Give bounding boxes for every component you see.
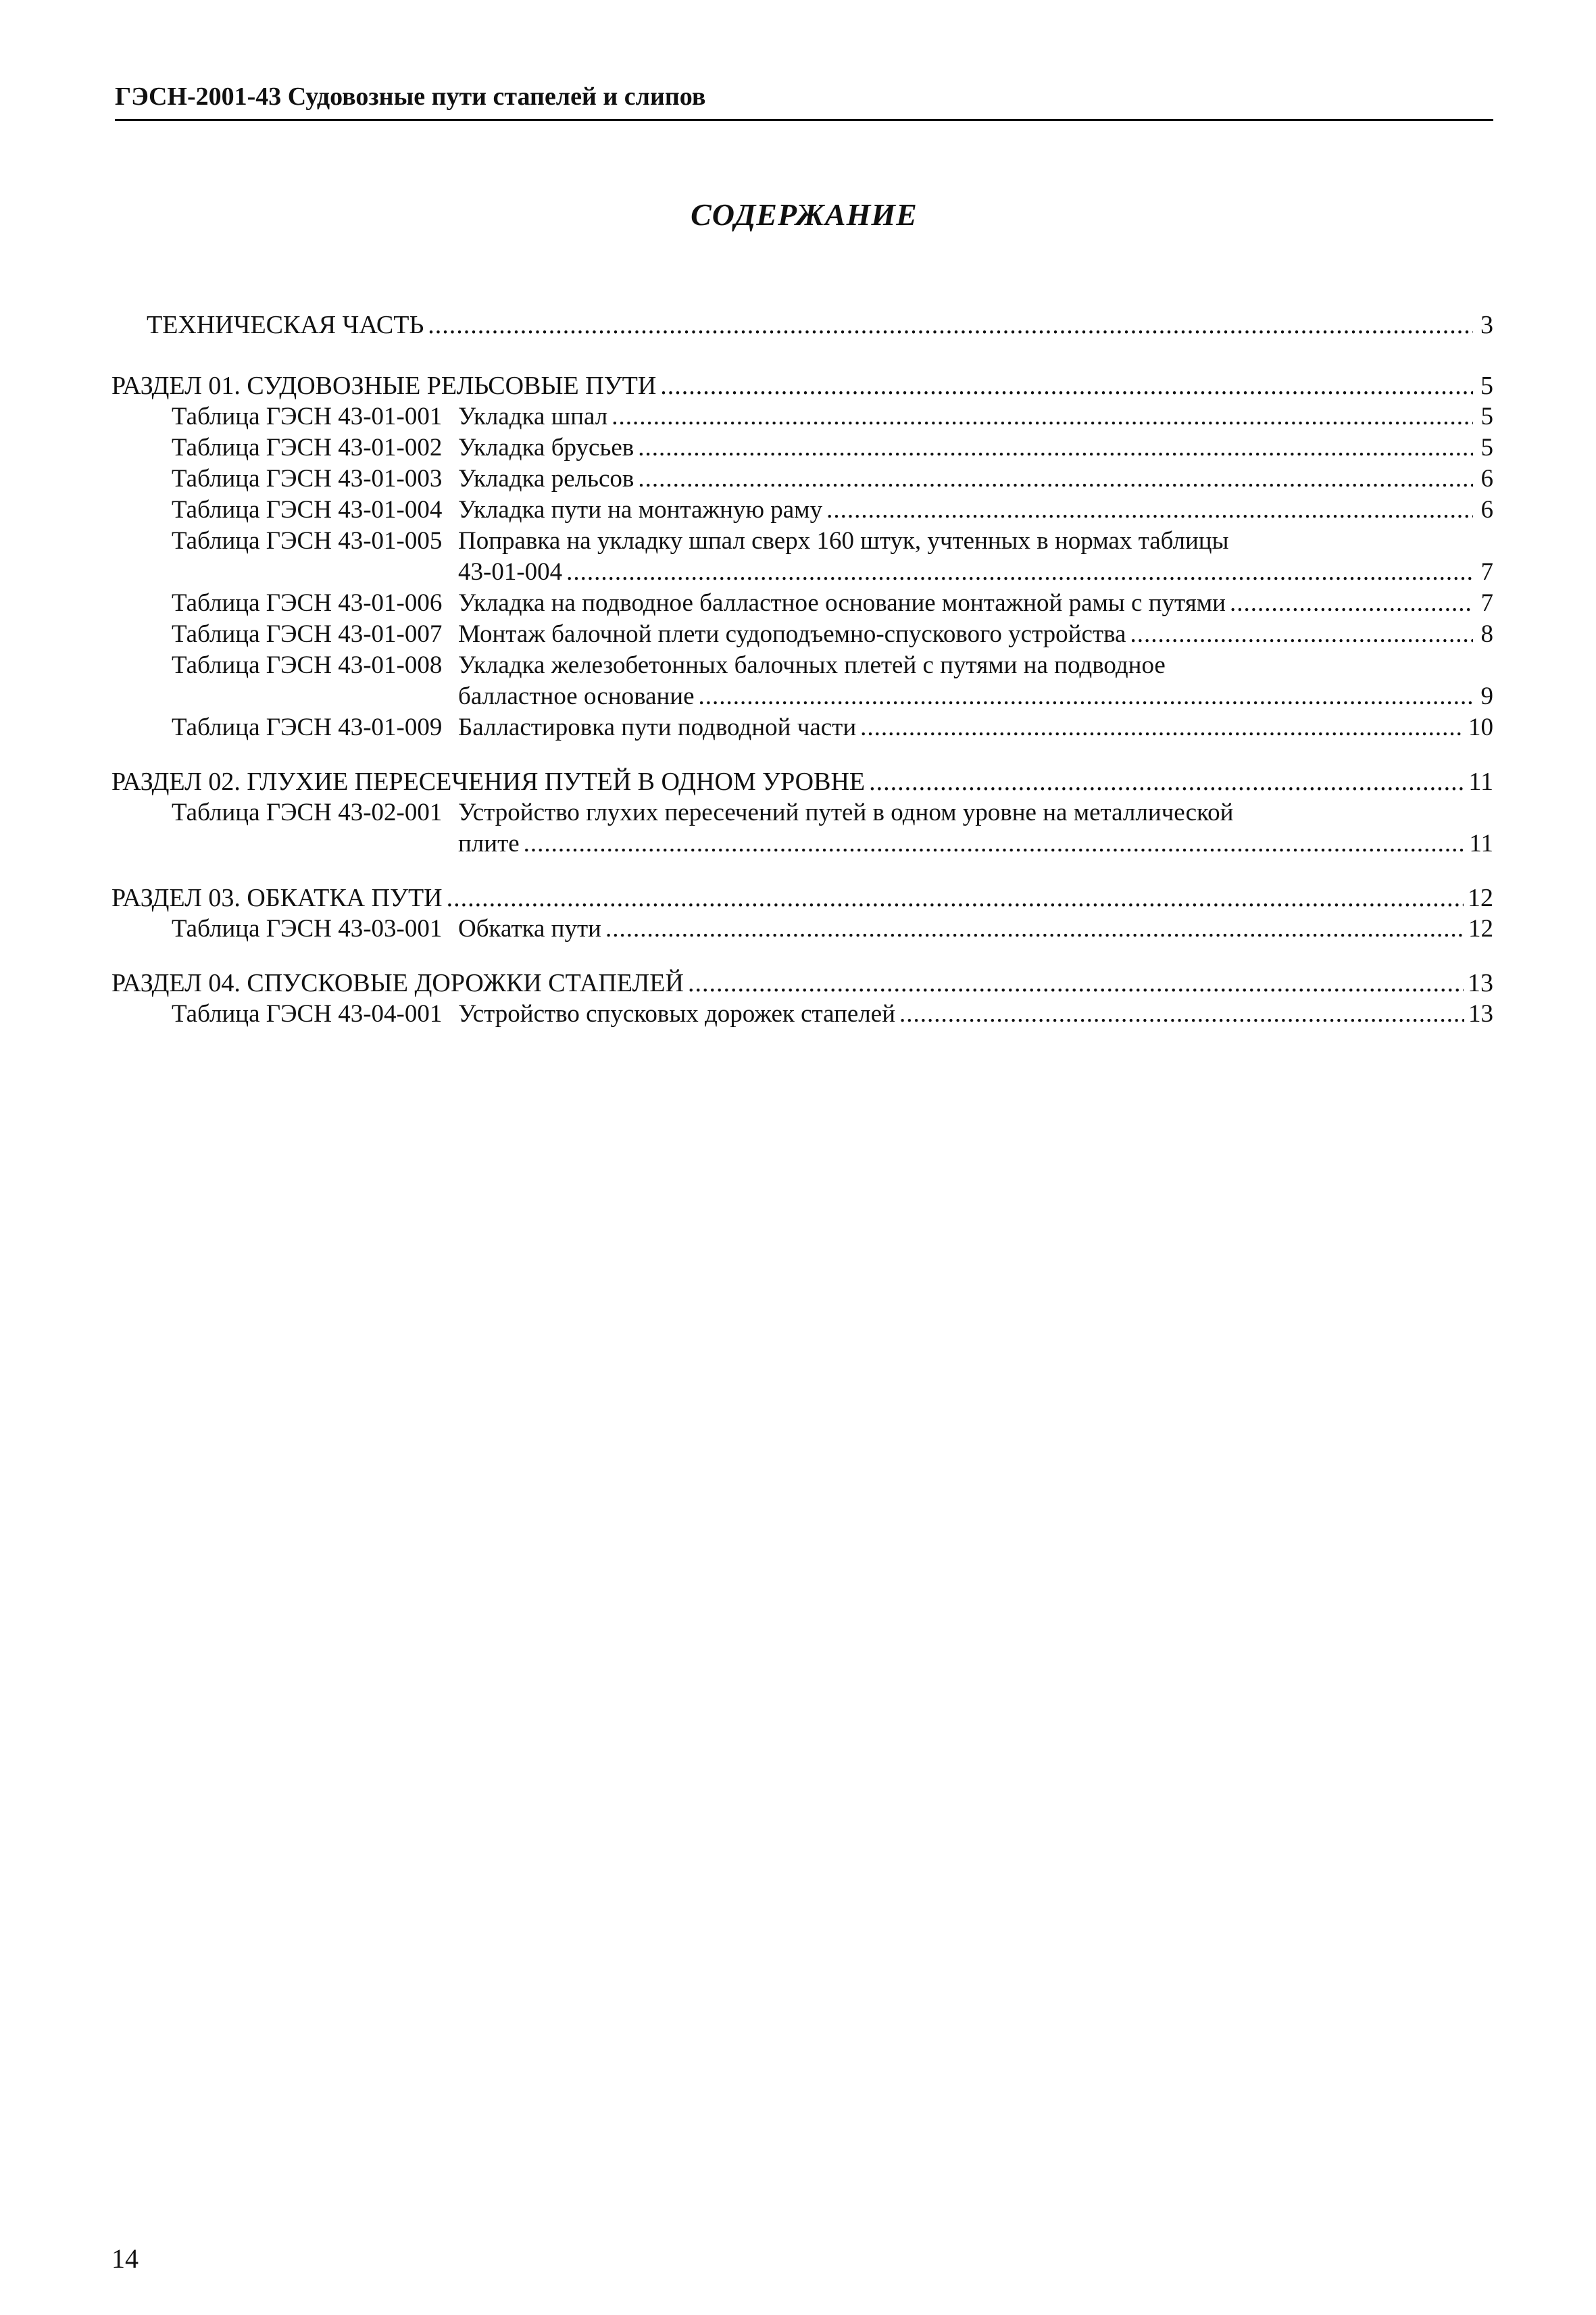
table-title: Монтаж балочной плети судоподъемно-спускового устройства — [458, 620, 1126, 648]
toc-page-number: 12 — [1468, 884, 1493, 912]
toc-page-number: 10 — [1468, 714, 1493, 741]
dot-leader — [1230, 588, 1473, 619]
dot-leader — [612, 401, 1473, 432]
toc-entry-technical-part[interactable] — [111, 309, 1493, 341]
table-code: Таблица ГЭСН 43-01-007 — [172, 620, 443, 648]
table-title-continued: балластное основание — [458, 682, 695, 710]
toc-section-title: РАЗДЕЛ 03. ОБКАТКА ПУТИ — [111, 884, 443, 912]
page-number: 14 — [111, 2243, 139, 2274]
table-title: Укладка рельсов — [458, 465, 634, 493]
toc-page-number: 6 — [1480, 496, 1493, 524]
toc-page-number: 5 — [1480, 372, 1493, 400]
toc-page-number: 3 — [1480, 311, 1493, 339]
dot-leader — [869, 766, 1464, 797]
dot-leader — [699, 681, 1473, 712]
header-text: ГЭСН-2001-43 Судовозные пути стапелей и слипов — [115, 82, 706, 111]
toc-entry-title: ТЕХНИЧЕСКАЯ ЧАСТЬ — [147, 311, 424, 339]
toc-page-number: 13 — [1468, 969, 1493, 997]
toc-page-number: 11 — [1469, 830, 1493, 857]
table-code: Таблица ГЭСН 43-01-001 — [172, 403, 443, 430]
table-title-continued: 43-01-004 — [458, 558, 563, 586]
toc-item-43-01-003[interactable] — [111, 464, 1493, 495]
contents-title: СОДЕРЖАНИЕ — [691, 197, 918, 232]
toc-item-43-01-005[interactable] — [111, 526, 1493, 557]
table-title: Укладка шпал — [458, 403, 608, 430]
toc-section-title: РАЗДЕЛ 02. ГЛУХИЕ ПЕРЕСЕЧЕНИЯ ПУТЕЙ В ОДНОМ УРОВНЕ — [111, 768, 866, 796]
table-title: Устройство глухих пересечений путей в одном уровне на металлической — [458, 799, 1234, 826]
table-code: Таблица ГЭСН 43-01-009 — [172, 714, 443, 741]
table-title: Укладка пути на монтажную раму — [458, 496, 823, 524]
toc-section-04[interactable] — [111, 968, 1493, 999]
table-title: Устройство спусковых дорожек стапелей — [458, 1000, 895, 1028]
toc-page-number: 13 — [1468, 1000, 1493, 1028]
dot-leader — [826, 495, 1473, 526]
dot-leader — [638, 464, 1473, 495]
dot-leader — [660, 370, 1473, 401]
toc-item-43-01-008-continued[interactable] — [111, 681, 1493, 712]
table-code: Таблица ГЭСН 43-03-001 — [172, 915, 443, 943]
table-title: Поправка на укладку шпал сверх 160 штук, учтенных в нормах таблицы — [458, 527, 1229, 555]
dot-leader — [638, 432, 1473, 464]
table-code: Таблица ГЭСН 43-01-004 — [172, 496, 443, 524]
table-title-continued: плите — [458, 830, 520, 857]
toc-page-number: 7 — [1480, 589, 1493, 617]
dot-leader — [1130, 619, 1473, 650]
dot-leader — [899, 999, 1464, 1030]
dot-leader — [524, 828, 1466, 860]
dot-leader — [566, 557, 1473, 588]
table-title: Обкатка пути — [458, 915, 601, 943]
toc-item-43-01-004[interactable] — [111, 495, 1493, 526]
toc-page-number: 11 — [1468, 768, 1493, 796]
toc-item-43-03-001[interactable] — [111, 914, 1493, 945]
toc-page-number: 5 — [1480, 434, 1493, 462]
table-code: Таблица ГЭСН 43-02-001 — [172, 799, 443, 826]
toc-section-title: РАЗДЕЛ 01. СУДОВОЗНЫЕ РЕЛЬСОВЫЕ ПУТИ — [111, 372, 657, 400]
table-of-contents — [111, 309, 1493, 1030]
toc-page-number: 12 — [1468, 915, 1493, 943]
dot-leader — [428, 309, 1473, 341]
toc-item-43-02-001-continued[interactable] — [111, 828, 1493, 860]
toc-item-43-01-008[interactable] — [111, 650, 1493, 681]
toc-page-number: 6 — [1480, 465, 1493, 493]
toc-item-43-01-001[interactable] — [111, 401, 1493, 432]
dot-leader — [860, 712, 1464, 743]
table-title: Балластировка пути подводной части — [458, 714, 857, 741]
toc-page-number: 9 — [1480, 682, 1493, 710]
toc-page-number: 7 — [1480, 558, 1493, 586]
toc-page-number: 8 — [1480, 620, 1493, 648]
table-code: Таблица ГЭСН 43-01-005 — [172, 527, 443, 555]
table-title: Укладка железобетонных балочных плетей с путями на подводное — [458, 651, 1166, 679]
toc-item-43-01-002[interactable] — [111, 432, 1493, 464]
table-code: Таблица ГЭСН 43-01-008 — [172, 651, 443, 679]
table-code: Таблица ГЭСН 43-01-006 — [172, 589, 443, 617]
table-title: Укладка на подводное балластное основание монтажной рамы с путями — [458, 589, 1226, 617]
table-code: Таблица ГЭСН 43-01-003 — [172, 465, 443, 493]
dot-leader — [447, 882, 1464, 914]
table-title: Укладка брусьев — [458, 434, 634, 462]
dot-leader — [605, 914, 1464, 945]
toc-item-43-01-005-continued[interactable] — [111, 557, 1493, 588]
page-header — [115, 80, 1493, 121]
toc-item-43-01-006[interactable] — [111, 588, 1493, 619]
toc-section-02[interactable] — [111, 766, 1493, 797]
toc-item-43-01-009[interactable] — [111, 712, 1493, 743]
table-code: Таблица ГЭСН 43-04-001 — [172, 1000, 443, 1028]
toc-section-03[interactable] — [111, 882, 1493, 914]
dot-leader — [688, 968, 1464, 999]
toc-section-01[interactable] — [111, 370, 1493, 401]
toc-page-number: 5 — [1480, 403, 1493, 430]
toc-section-title: РАЗДЕЛ 04. СПУСКОВЫЕ ДОРОЖКИ СТАПЕЛЕЙ — [111, 969, 684, 997]
toc-item-43-04-001[interactable] — [111, 999, 1493, 1030]
toc-item-43-02-001[interactable] — [111, 797, 1493, 828]
table-code: Таблица ГЭСН 43-01-002 — [172, 434, 443, 462]
toc-item-43-01-007[interactable] — [111, 619, 1493, 650]
